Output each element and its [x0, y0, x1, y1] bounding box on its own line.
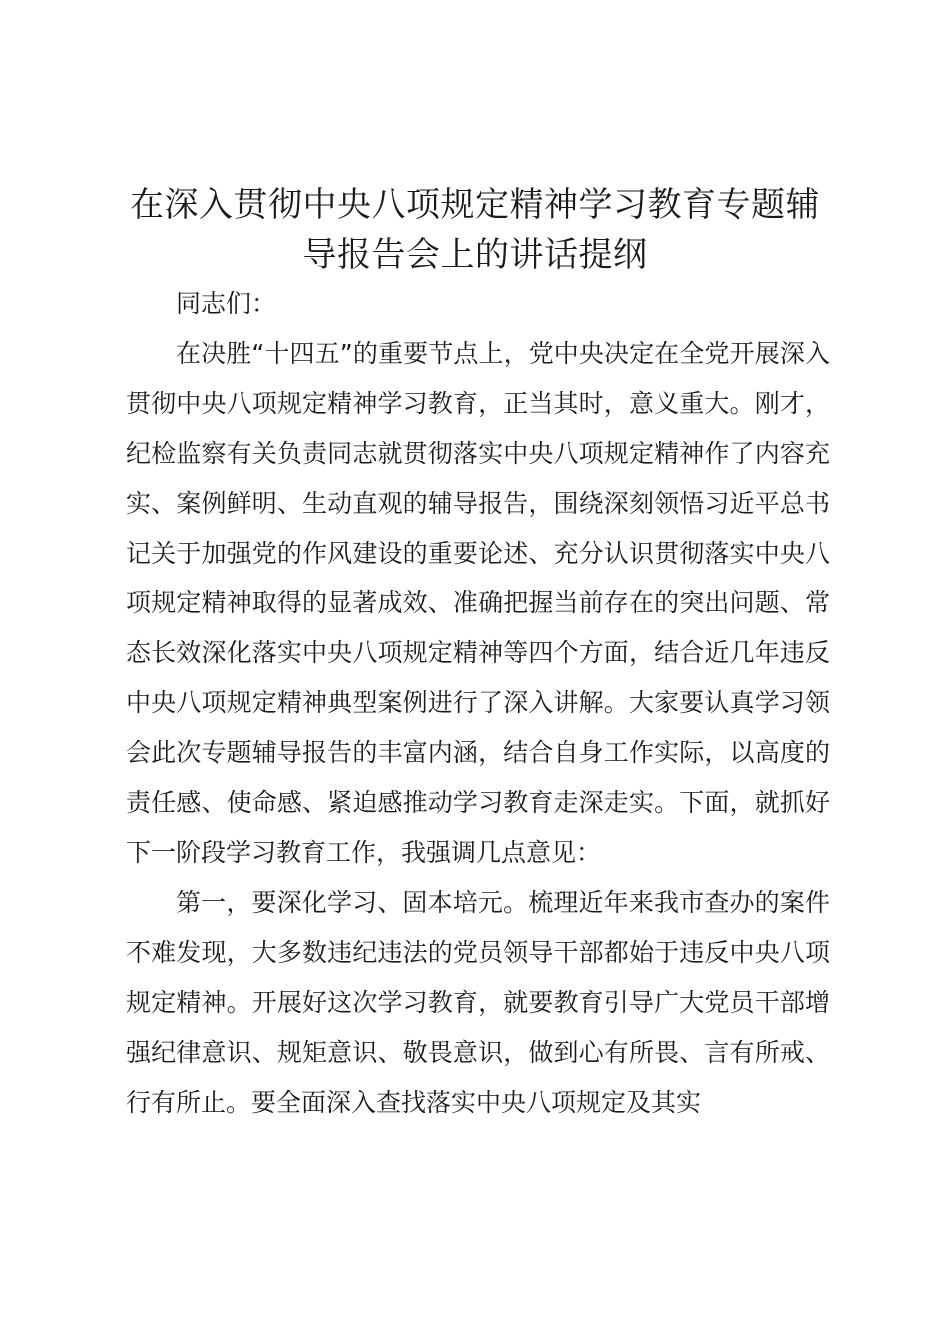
document-body [126, 279, 830, 1127]
paragraph-point-one: 第一，要深化学习、固本培元。梳理近年来我市查办的案件不难发现，大多数违纪违法的党员领导干部都始于违反中央八项规定精神。开展好这次学习教育，就要教育引导广大党员干部增强纪律意识、规矩意识、敬畏意识，做到心有所畏、言有所戒、行有所止。要全面深入查找落实中央八项规定及其实 [126, 887, 830, 1117]
document-title: 在深入贯彻中央八项规定精神学习教育专题辅导报告会上的讲话提纲 [130, 185, 820, 275]
paragraph-intro: 在决胜“十四五”的重要节点上，党中央决定在全党开展深入贯彻中央八项规定精神学习教育，正当其时，意义重大。刚才，纪检监察有关负责同志就贯彻落实中央八项规定精神作了内容充实、案例鲜明、生动直观的辅导报告，围绕深刻领悟习近平总书记关于加强党的作风建设的重要论述、充分认识贯彻落实中央八项规定精神取得的显著成效、准确把握当前存在的突出问题、常态长效深化落实中央八项规定精神等四个方面，结合近几年违反中央八项规定精神典型案例进行了深入讲解。大家要认真学习领会此次专题辅导报告的丰富内涵，结合自身工作实际，以高度的责任感、使命感、紧迫感推动学习教育走深走实。下面，就抓好下一阶段学习教育工作，我强调几点意见： [126, 338, 830, 867]
salutation: 同志们： [176, 289, 277, 318]
